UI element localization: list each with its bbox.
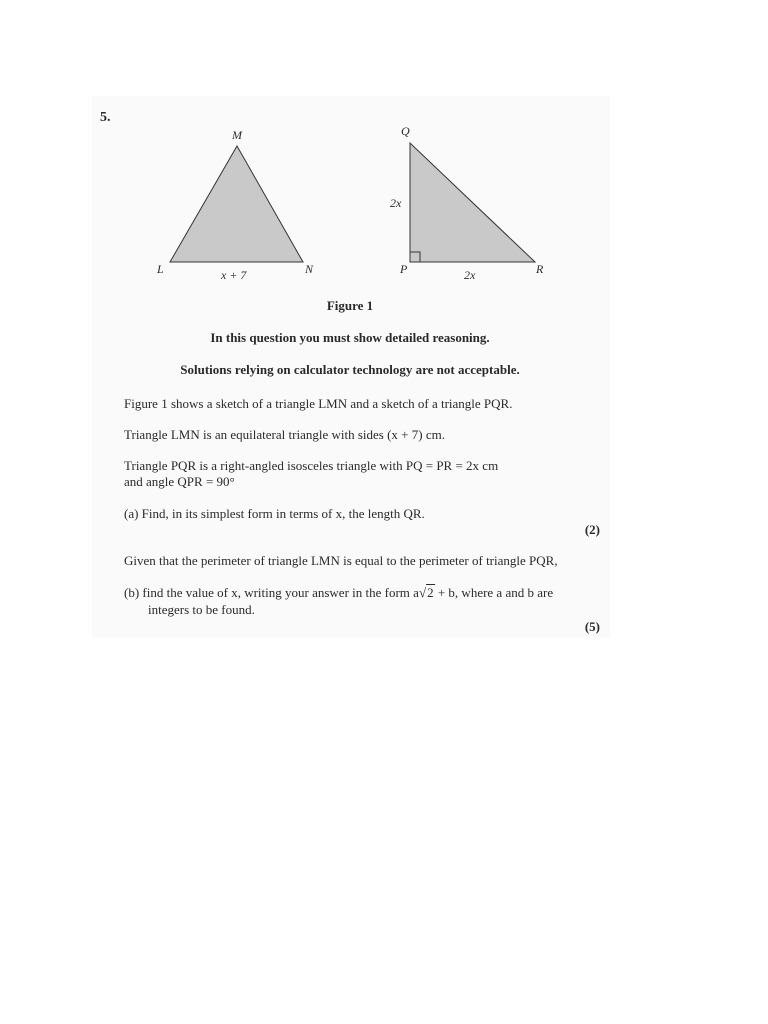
body-line-angle: and angle QPR = 90°	[124, 474, 235, 489]
part-a-text: (a) Find, in its simplest form in terms of x, the length QR.	[124, 506, 425, 521]
part-b-marks: (5)	[584, 619, 600, 634]
triangle-lmn	[170, 146, 303, 262]
vertex-label-n: N	[305, 262, 314, 276]
vertex-label-l: L	[157, 262, 164, 276]
figure-caption: Figure 1	[326, 298, 374, 313]
part-b-text: (b) find the value of x, writing your answer in the form a√2 + b, where a and b are	[124, 585, 554, 600]
side-label-pr: 2x	[464, 268, 476, 282]
figure-1	[0, 0, 768, 300]
part-b-suffix: + b, where a and b are	[434, 585, 554, 600]
instruction-calculator: Solutions relying on calculator technology are not acceptable.	[180, 362, 520, 377]
part-a-marks: (2)	[584, 522, 600, 537]
body-line-pqr: Triangle PQR is a right-angled isosceles triangle with PQ = PR = 2x cm	[124, 458, 499, 473]
body-line-figure: Figure 1 shows a sketch of a triangle LMN and a sketch of a triangle PQR.	[124, 396, 513, 411]
question-number: 5.	[100, 110, 111, 125]
vertex-label-p: P	[400, 262, 408, 276]
vertex-label-m: M	[232, 128, 242, 142]
part-b-sqrt: 2	[427, 585, 434, 600]
triangle-pqr	[410, 143, 535, 262]
vertex-label-q: Q	[401, 124, 410, 138]
part-b-line2: integers to be found.	[148, 602, 255, 617]
body-line-lmn: Triangle LMN is an equilateral triangle with sides (x + 7) cm.	[124, 427, 445, 442]
side-label-pq: 2x	[390, 196, 402, 210]
instruction-reasoning: In this question you must show detailed reasoning.	[210, 330, 490, 345]
given-text: Given that the perimeter of triangle LMN is equal to the perimeter of triangle PQR,	[124, 553, 558, 568]
part-b-prefix: (b) find the value of x, writing your answer in the form a	[124, 585, 419, 600]
vertex-label-r: R	[536, 262, 544, 276]
side-label-x-plus-7: x + 7	[221, 268, 247, 282]
